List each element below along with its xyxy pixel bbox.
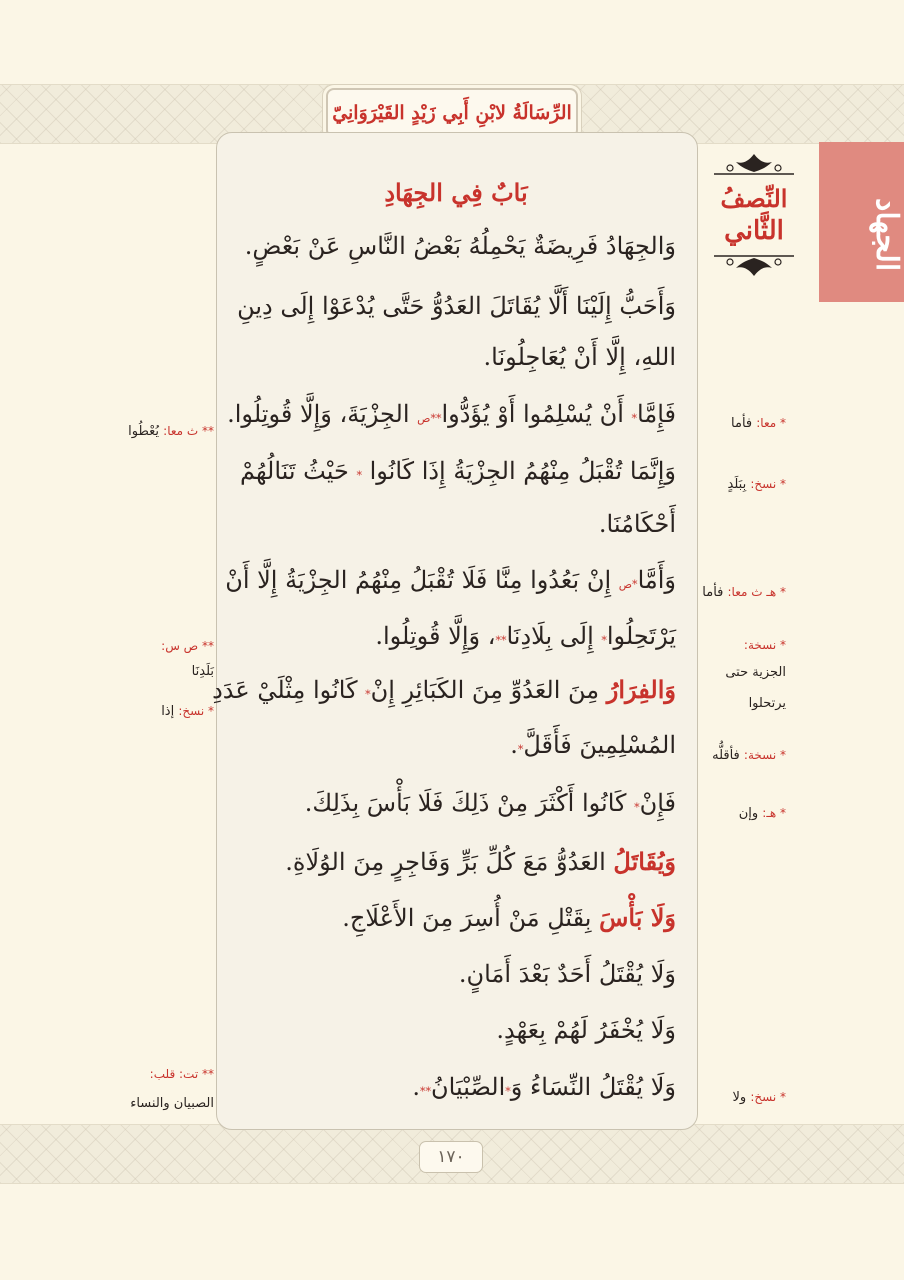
top-ornament-icon bbox=[712, 150, 796, 180]
margin-note-text: يرتحلوا bbox=[748, 696, 786, 711]
margin-note bbox=[161, 704, 214, 719]
text-line bbox=[225, 562, 676, 603]
margin-note bbox=[161, 639, 214, 654]
footnote-marker: ** bbox=[420, 1085, 432, 1098]
chapter-side-tab-label: الجهاد bbox=[869, 198, 904, 272]
text-segment: وَالجِهَادُ فَرِيضَةٌ يَحْمِلُهُ بَعْضُ النَّاسِ عَنْ بَعْضٍ. bbox=[244, 232, 676, 260]
text-segment: حَيْثُ تَنَالُهُمْ bbox=[239, 457, 357, 485]
margin-note bbox=[744, 638, 786, 653]
text-line bbox=[459, 956, 676, 992]
text-segment: . bbox=[510, 731, 518, 759]
section-label-line2: الثَّاني bbox=[724, 216, 784, 246]
text-segment: مِنَ العَدُوِّ مِنَ الكَبَائِرِ إِنْ bbox=[370, 676, 607, 704]
margin-note-text: الجزية حتى bbox=[725, 665, 786, 680]
text-segment: فَإِمَّا bbox=[637, 400, 676, 428]
keyword-highlight: وَيُقَاتَلُ bbox=[613, 847, 676, 876]
text-line bbox=[484, 339, 676, 375]
text-line bbox=[342, 900, 676, 936]
text-segment: كَانُوا مِثْلَيْ عَدَدِ bbox=[212, 676, 366, 704]
text-segment: بِقَتْلِ مَنْ أُسِرَ مِنَ الأَعْلَاجِ. bbox=[342, 904, 600, 932]
text-line bbox=[240, 453, 676, 494]
margin-note-key: * هـ: bbox=[762, 806, 786, 820]
margin-note bbox=[731, 416, 786, 431]
margin-note-text: الصبيان والنساء bbox=[130, 1096, 214, 1111]
margin-note-text: بَلَدِنَا bbox=[191, 664, 214, 679]
text-line bbox=[245, 228, 676, 264]
margin-note-text: بِبَلَدٍ bbox=[727, 477, 751, 492]
margin-note-text: يُعْطُوا bbox=[128, 424, 164, 439]
text-segment: يَرْتَحِلُوا bbox=[606, 622, 676, 650]
footnote-marker: *ص bbox=[618, 578, 638, 591]
text-line bbox=[510, 727, 676, 768]
margin-note bbox=[192, 664, 214, 679]
text-segment: وَلَا يُخْفَرُ لَهُمْ بِعَهْدٍ. bbox=[496, 1016, 676, 1044]
text-segment: وَأَحَبُّ إِلَيْنَا أَلَّا يُقَاتَلَ العَدُوُّ حَتَّى يُدْعَوْا إِلَى دِينِ bbox=[237, 292, 676, 320]
text-segment: إِلَى بِلَادِنَا bbox=[506, 622, 602, 650]
text-line bbox=[305, 785, 676, 826]
margin-note bbox=[128, 424, 214, 439]
text-segment: اللهِ، إِلَّا أَنْ يُعَاجِلُونَا. bbox=[483, 343, 676, 371]
text-segment: أَنْ يُسْلِمُوا أَوْ يُؤَدُّوا bbox=[441, 400, 632, 428]
text-line bbox=[285, 844, 676, 880]
margin-note bbox=[130, 1096, 214, 1111]
text-segment: المُسْلِمِينَ فَأَقَلَّ bbox=[523, 731, 676, 759]
margin-note-key: * نسخ: bbox=[750, 1090, 786, 1104]
margin-note-key: * نسخ: bbox=[750, 477, 786, 491]
margin-note-key: * معا: bbox=[756, 416, 786, 430]
keyword-highlight: وَالفِرَارُ bbox=[606, 675, 676, 704]
text-segment: ، وَإِلَّا قُوتِلُوا. bbox=[375, 622, 496, 650]
section-label-line1: النِّصفُ bbox=[720, 184, 788, 213]
margin-note bbox=[712, 748, 786, 763]
footnote-marker: * bbox=[356, 469, 362, 482]
text-segment: العَدُوُّ مَعَ كُلِّ بَرٍّ وَفَاجِرٍ مِنَ الوُلَاةِ. bbox=[285, 848, 614, 876]
margin-note-key: ** ث معا: bbox=[163, 424, 214, 438]
text-segment: وَلَا يُقْتَلُ أَحَدٌ بَعْدَ أَمَانٍ. bbox=[458, 960, 676, 988]
margin-note-key: ** ص س: bbox=[161, 639, 214, 653]
margin-note-text: فأما bbox=[702, 585, 728, 600]
text-line bbox=[496, 1012, 676, 1048]
footnote-marker: * bbox=[505, 1085, 511, 1098]
text-line bbox=[227, 396, 676, 437]
text-line bbox=[599, 506, 676, 542]
margin-note-text: وإن bbox=[738, 806, 763, 821]
text-segment: . bbox=[412, 1073, 421, 1101]
margin-note bbox=[749, 696, 786, 711]
footnote-marker: **ص bbox=[417, 412, 442, 425]
bottom-ornament-icon bbox=[712, 250, 796, 280]
footnote-marker: * bbox=[631, 412, 638, 425]
text-line bbox=[412, 1069, 676, 1110]
text-line bbox=[237, 288, 676, 324]
footnote-marker: ** bbox=[495, 634, 507, 647]
margin-note-key: * نسخة: bbox=[743, 638, 786, 652]
margin-note-text: فأما bbox=[731, 416, 757, 431]
text-segment: الجِزْيَةَ، وَإِلَّا قُوتِلُوا. bbox=[227, 400, 418, 428]
margin-note-key: * نسخة: bbox=[743, 748, 786, 762]
keyword-highlight: وَلَا بَأْسَ bbox=[599, 903, 676, 932]
margin-note-text: فأقلُّه bbox=[712, 748, 744, 763]
margin-note bbox=[739, 806, 786, 821]
margin-note bbox=[702, 585, 786, 600]
footnote-marker: * bbox=[601, 634, 607, 647]
margin-note bbox=[725, 665, 786, 680]
margin-note-key: * هـ ث معا: bbox=[727, 585, 786, 599]
text-segment: وَلَا يُقْتَلُ النِّسَاءُ وَ bbox=[510, 1073, 676, 1101]
text-segment: وَإِنَّمَا تُقْبَلُ مِنْهُمُ الجِزْيَةُ إِذَا كَانُوا bbox=[361, 457, 676, 485]
text-segment: أَحْكَامُنَا. bbox=[598, 510, 676, 538]
margin-note-text: ولا bbox=[732, 1090, 751, 1105]
text-segment: كَانُوا أَكْثَرَ مِنْ ذَلِكَ فَلَا بَأْسَ بِذَلِكَ. bbox=[304, 789, 635, 817]
page-number: ١٧٠ bbox=[419, 1141, 483, 1173]
text-line bbox=[375, 618, 676, 659]
text-line bbox=[212, 672, 676, 713]
text-segment: فَإِنْ bbox=[639, 789, 676, 817]
margin-note-key: ** تت: قلب: bbox=[149, 1067, 214, 1081]
text-segment: إِنْ بَعُدُوا مِنَّا فَلَا تُقْبَلُ مِنْهُمُ الجِزْيَةُ إِلَّا أَنْ bbox=[225, 566, 619, 594]
margin-note bbox=[733, 1090, 786, 1105]
text-segment: الصِّبْيَانُ bbox=[431, 1073, 506, 1101]
footnote-marker: * bbox=[365, 688, 371, 701]
book-title: الرِّسَالَةُ لابْنِ أَبِي زَيْدٍ القَيْرَوَانِيّ bbox=[326, 88, 578, 138]
text-segment: وَأَمَّا bbox=[637, 566, 676, 594]
margin-note-text: إذا bbox=[161, 704, 179, 719]
footnote-marker: * bbox=[517, 743, 524, 756]
chapter-title: بَابٌ فِي الجِهَادِ bbox=[384, 178, 528, 207]
chapter-side-tab[interactable] bbox=[819, 142, 904, 302]
footnote-marker: * bbox=[634, 801, 640, 814]
section-label bbox=[712, 150, 796, 280]
margin-note-key: * نسخ: bbox=[178, 704, 214, 718]
margin-note bbox=[728, 477, 786, 492]
margin-note bbox=[150, 1067, 214, 1082]
